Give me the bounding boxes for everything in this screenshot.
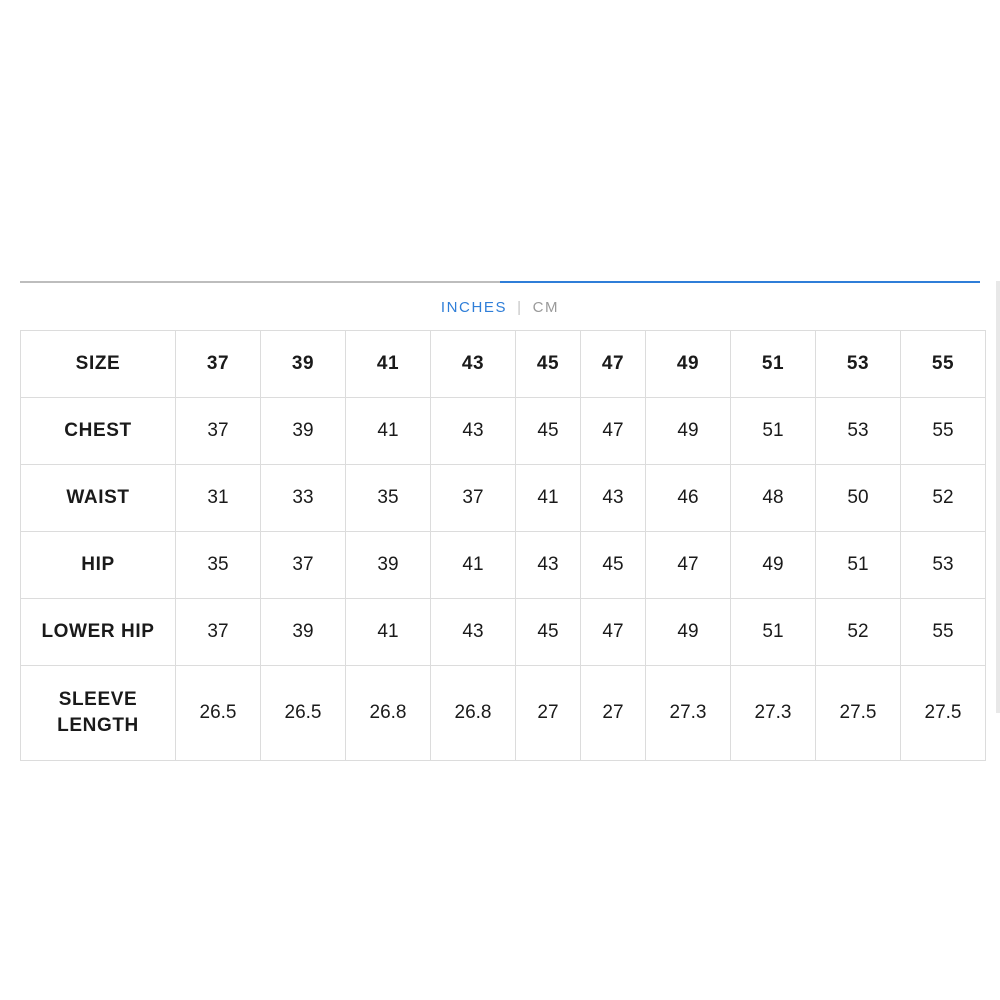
cell-lower-hip-2: 41: [346, 599, 431, 666]
unit-separator: |: [517, 299, 523, 316]
unit-inches-tab[interactable]: INCHES: [440, 299, 508, 316]
cell-chest-2: 41: [346, 398, 431, 465]
cell-sleeve-length-1: 26.5: [261, 666, 346, 761]
table-row: [21, 465, 986, 532]
cell-waist-6: 46: [646, 465, 731, 532]
cell-sleeve-length-2: 26.8: [346, 666, 431, 761]
row-label-chest: CHEST: [21, 398, 176, 465]
cell-lower-hip-7: 51: [731, 599, 816, 666]
cell-chest-3: 43: [431, 398, 516, 465]
table-row: [21, 599, 986, 666]
cell-lower-hip-4: 45: [516, 599, 581, 666]
unit-cm-tab[interactable]: CM: [532, 299, 560, 316]
cell-hip-5: 45: [581, 532, 646, 599]
cell-waist-5: 43: [581, 465, 646, 532]
cell-hip-6: 47: [646, 532, 731, 599]
cell-hip-8: 51: [816, 532, 901, 599]
cell-size-7: 51: [731, 331, 816, 398]
table-row: [21, 666, 986, 761]
cell-lower-hip-0: 37: [176, 599, 261, 666]
cell-waist-8: 50: [816, 465, 901, 532]
cell-chest-8: 53: [816, 398, 901, 465]
cell-sleeve-length-5: 27: [581, 666, 646, 761]
cell-chest-6: 49: [646, 398, 731, 465]
cell-lower-hip-1: 39: [261, 599, 346, 666]
cell-chest-4: 45: [516, 398, 581, 465]
tab-underline: [20, 281, 980, 283]
row-label-sleeve-length: SLEEVE LENGTH: [21, 666, 176, 761]
cell-lower-hip-9: 55: [901, 599, 986, 666]
cell-size-3: 43: [431, 331, 516, 398]
cell-chest-9: 55: [901, 398, 986, 465]
cell-hip-7: 49: [731, 532, 816, 599]
cell-waist-4: 41: [516, 465, 581, 532]
size-chart-table: [20, 330, 986, 761]
cell-chest-1: 39: [261, 398, 346, 465]
cell-waist-0: 31: [176, 465, 261, 532]
size-chart-widget: [20, 281, 980, 761]
cell-chest-5: 47: [581, 398, 646, 465]
cell-sleeve-length-6: 27.3: [646, 666, 731, 761]
cell-chest-7: 51: [731, 398, 816, 465]
cell-chest-0: 37: [176, 398, 261, 465]
cell-lower-hip-8: 52: [816, 599, 901, 666]
cell-size-2: 41: [346, 331, 431, 398]
cell-size-0: 37: [176, 331, 261, 398]
row-label-size: SIZE: [21, 331, 176, 398]
cell-hip-3: 41: [431, 532, 516, 599]
cell-lower-hip-3: 43: [431, 599, 516, 666]
cell-size-4: 45: [516, 331, 581, 398]
row-label-waist: WAIST: [21, 465, 176, 532]
cell-waist-1: 33: [261, 465, 346, 532]
cell-hip-0: 35: [176, 532, 261, 599]
unit-toggle[interactable]: [20, 283, 980, 330]
scrollbar-track[interactable]: [996, 281, 1000, 713]
cell-waist-2: 35: [346, 465, 431, 532]
cell-sleeve-length-9: 27.5: [901, 666, 986, 761]
table-row: [21, 398, 986, 465]
row-label-hip: HIP: [21, 532, 176, 599]
cell-lower-hip-6: 49: [646, 599, 731, 666]
cell-hip-9: 53: [901, 532, 986, 599]
cell-size-5: 47: [581, 331, 646, 398]
cell-sleeve-length-7: 27.3: [731, 666, 816, 761]
cell-hip-2: 39: [346, 532, 431, 599]
cell-size-1: 39: [261, 331, 346, 398]
table-row: [21, 532, 986, 599]
table-row: [21, 331, 986, 398]
cell-sleeve-length-4: 27: [516, 666, 581, 761]
cell-lower-hip-5: 47: [581, 599, 646, 666]
cell-waist-9: 52: [901, 465, 986, 532]
cell-sleeve-length-3: 26.8: [431, 666, 516, 761]
cell-waist-7: 48: [731, 465, 816, 532]
cell-hip-1: 37: [261, 532, 346, 599]
row-label-lower-hip: LOWER HIP: [21, 599, 176, 666]
tab-underline-active: [500, 281, 980, 283]
cell-waist-3: 37: [431, 465, 516, 532]
cell-size-6: 49: [646, 331, 731, 398]
cell-sleeve-length-0: 26.5: [176, 666, 261, 761]
cell-hip-4: 43: [516, 532, 581, 599]
cell-size-8: 53: [816, 331, 901, 398]
cell-size-9: 55: [901, 331, 986, 398]
cell-sleeve-length-8: 27.5: [816, 666, 901, 761]
